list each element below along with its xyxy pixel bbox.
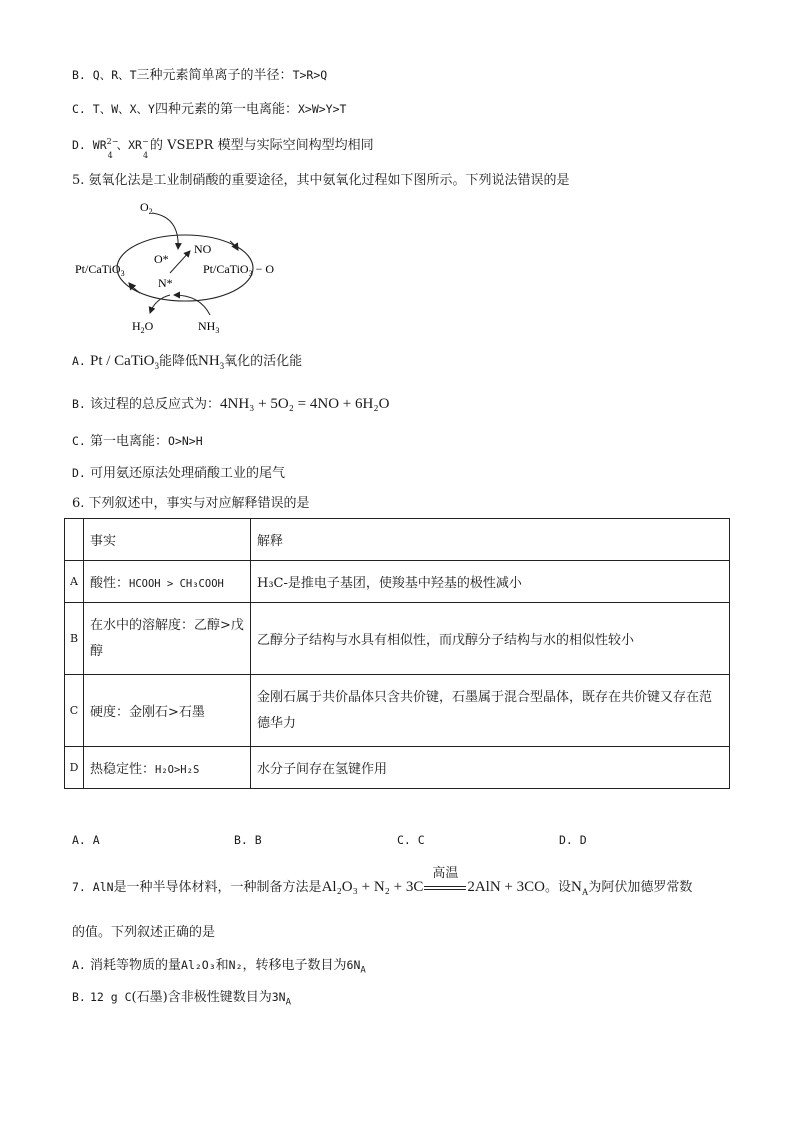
- explanation-cell: 乙醇分子结构与水具有相似性，而戊醇分子结构与水的相似性较小: [251, 603, 730, 675]
- option-text: 三种元素简单离子的半径：: [136, 68, 293, 83]
- q4-option-c: [72, 100, 346, 119]
- option-text: 能降低: [158, 354, 198, 369]
- option-formula: Al₂O₃: [181, 958, 216, 972]
- row-label: B: [65, 603, 84, 675]
- q4-option-d: [72, 136, 374, 160]
- option-text: 四种元素的第一电离能：: [154, 102, 298, 117]
- reaction-condition-arrow: [423, 865, 467, 897]
- explanation-cell: H₃C-是推电子基团，使羧基中羟基的极性减小: [251, 561, 730, 603]
- option-text: (石墨)含非极性键数目为: [131, 990, 272, 1005]
- option-formula: N₂: [228, 958, 243, 972]
- option-label: B. Q、R、T: [72, 68, 137, 82]
- option-label: D.: [72, 466, 86, 480]
- no-out-arrow: [170, 251, 190, 273]
- header-cell: [65, 519, 84, 561]
- option-formula: $6N_A$: [346, 958, 366, 976]
- table-header-row: [65, 519, 730, 561]
- ion-charge-1: [106, 136, 119, 160]
- option-label: B.: [72, 397, 86, 411]
- row-label: C: [65, 675, 84, 747]
- option-text: 和: [215, 958, 229, 973]
- option-text: 氧化的活化能: [224, 354, 303, 369]
- header-cell: 解释: [251, 519, 730, 561]
- fact-cell: 热稳定性：H₂O>H₂S: [84, 747, 251, 789]
- option-text: 的 VSEPR 模型与实际空间构型均相同: [149, 138, 374, 153]
- option-formula: 12 g C: [90, 990, 132, 1004]
- cycle-top-arrow: [230, 241, 238, 250]
- ion-charge-sub: 4: [142, 150, 149, 160]
- equation-lhs: Al₂O₃ + N₂ + 3C: [321, 879, 424, 895]
- option-label: A.: [72, 958, 86, 972]
- q7-option-a: [72, 956, 366, 979]
- equation-rhs: 2AlN + 3CO: [467, 879, 545, 895]
- q6-option-c: C. C: [397, 833, 425, 847]
- q7-stem: [72, 865, 693, 901]
- avogadro-symbol: $N_A$: [571, 879, 589, 897]
- table-row: [65, 561, 730, 603]
- table-row: [65, 675, 730, 747]
- catalyst-left-label: Pt/CaTiO$_3$: [75, 262, 125, 278]
- q5-option-b: [72, 395, 389, 414]
- o2-label: $O_2$: [140, 200, 153, 216]
- option-label: C. T、W、X、Y: [72, 102, 155, 116]
- option-formula: $3N_A$: [271, 990, 291, 1008]
- option-text: 消耗等物质的量: [90, 958, 182, 973]
- row-label: A: [65, 561, 84, 603]
- fact-cell: 在水中的溶解度：乙醇>戊醇: [84, 603, 251, 675]
- ion-charge-sup: 2−: [106, 136, 119, 146]
- q7-option-b: [72, 988, 291, 1011]
- option-formula: Pt / CaTiO$_3$: [90, 353, 159, 371]
- ammonia-oxidation-diagram: [70, 195, 300, 345]
- ion-charge-sub: 4: [107, 150, 113, 160]
- ion-charge-2: [141, 136, 150, 160]
- table-row: [65, 747, 730, 789]
- option-label: A.: [72, 354, 86, 368]
- n-star-label: N*: [158, 276, 173, 290]
- option-formula: O>N>H: [168, 434, 203, 448]
- explanation-cell: 金刚石属于共价晶体只含共价键，石墨属于混合型晶体，既存在共价键又存在范德华力: [251, 675, 730, 747]
- q5-stem: 5. 氨氧化法是工业制硝酸的重要途径，其中氨氧化过程如下图所示。下列说法错误的是: [72, 173, 570, 188]
- stem-label: 7. AlN: [72, 880, 114, 894]
- o2-in-arrow: [152, 213, 178, 249]
- option-label: C.: [72, 434, 86, 448]
- option-text: 该过程的总反应式为：: [90, 397, 221, 412]
- overall-equation: 4NH₃ + 5O₂ = 4NO + 6H₂O: [220, 396, 390, 412]
- q6-option-d: D. D: [559, 833, 587, 847]
- q5-option-c: [72, 432, 203, 451]
- option-text: 第一电离能：: [90, 434, 169, 449]
- reaction-condition: 高温: [432, 865, 459, 881]
- equals-bar: [424, 886, 466, 890]
- option-label: B.: [72, 990, 86, 1004]
- q4-option-b: [72, 66, 327, 85]
- row-label: D: [65, 747, 84, 789]
- q7-stem-line2: 的值。下列叙述正确的是: [72, 925, 216, 940]
- nh3-in-arrow: [174, 295, 210, 315]
- q5-option-d: [72, 464, 285, 483]
- no-label: NO: [194, 242, 212, 256]
- option-formula: 、XR: [116, 138, 142, 152]
- option-formula: T>R>Q: [292, 68, 328, 82]
- fact-cell: 硬度：金刚石>石墨: [84, 675, 251, 747]
- o-star-label: O*: [154, 252, 169, 266]
- option-text: 可用氨还原法处理硝酸工业的尾气: [90, 466, 286, 481]
- fact-explanation-table: [64, 518, 730, 789]
- option-formula: X>W>Y>T: [297, 102, 347, 116]
- h2o-label: $H_2O$: [132, 319, 154, 335]
- ion-charge-sup: −: [141, 136, 149, 146]
- q6-option-b: B. B: [234, 833, 262, 847]
- explanation-cell: 水分子间存在氢键作用: [251, 747, 730, 789]
- header-cell: 事实: [84, 519, 251, 561]
- fact-cell: 酸性：HCOOH > CH₃COOH: [84, 561, 251, 603]
- stem-text: 。设: [544, 880, 571, 895]
- option-formula: $NH_3$: [198, 353, 225, 371]
- table-row: [65, 603, 730, 675]
- catalyst-right-label: Pt/CaTiO$_3$ − O: [203, 262, 275, 278]
- q6-option-a: A. A: [72, 833, 100, 847]
- option-label: D. WR: [72, 138, 107, 152]
- stem-text: 是一种半导体材料，一种制备方法是: [113, 880, 322, 895]
- nh3-label: $NH_3$: [198, 319, 220, 335]
- q5-option-a: [72, 352, 302, 375]
- option-text: ，转移电子数目为: [242, 958, 347, 973]
- q6-stem: 6. 下列叙述中，事实与对应解释错误的是: [72, 496, 310, 511]
- stem-text: 为阿伏加德罗常数: [588, 880, 693, 895]
